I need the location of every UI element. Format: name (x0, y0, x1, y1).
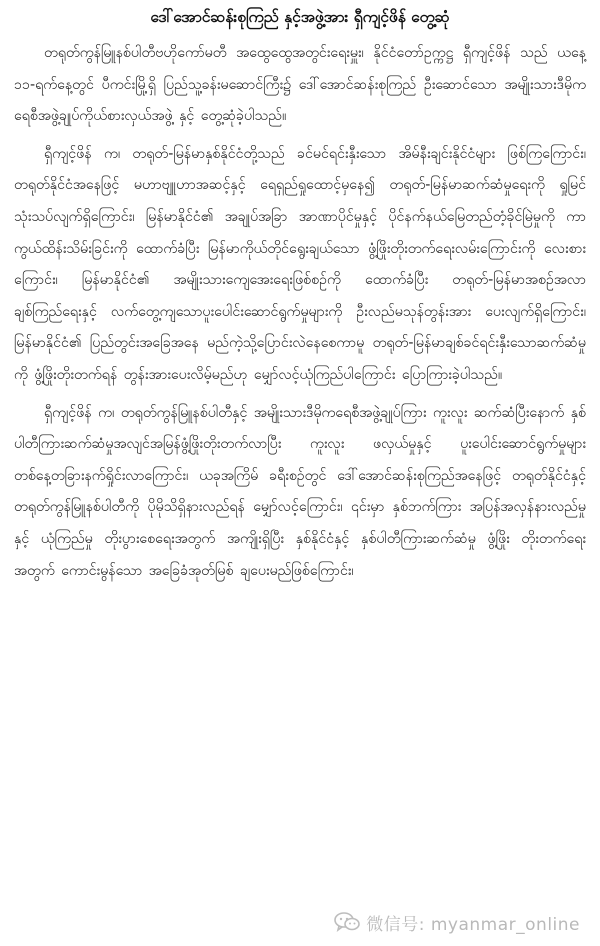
article-paragraph-2: ရှီကျင့်ဖိန် က၊ တရုတ်-မြန်မာနှစ်နိုင်ငံတို့သည် ခင်မင်ရင်းနှီးသော အိမ်နီးချင်းနိုင်ငံများ ဖြစ်ကြကြောင်း၊ တရုတ်နိုင်ငံအနေဖြင့် မဟာဗျူဟာအဆင့်နှင့် ရေရှည်ရှုထောင့်မှနေ၍ တရုတ်-မြန်မာဆက်ဆံမှုရေးကို ရှုမြင်သုံးသပ်လျက်ရှိကြောင်း၊ မြန်မာနိုင်ငံ၏ အချုပ်အခြာ အာဏာပိုင်မှုနှင့် ပိုင်နက်နယ်မြေတည်တံ့ခိုင်မြဲမှုကို ကာကွယ်ထိန်းသိမ်းခြင်းကို ထောက်ခံပြီး မြန်မာကိုယ်တိုင်ရွေးချယ်သော ဖွံ့ဖြိုးတိုးတက်ရေးလမ်းကြောင်းကို လေးစားကြောင်း၊ မြန်မာနိုင်ငံ၏ အမျိုးသားကျေအေးရေးဖြစ်စဉ်ကို ထောက်ခံပြီး တရုတ်-မြန်မာအစဉ်အလာ ချစ်ကြည်ရေးနှင့် လက်တွေ့ကျသောပူးပေါင်းဆောင်ရွက်မှုများကို ဦးလည်မသုန်တွန်းအား ပေးလျက်ရှိကြောင်း၊ မြန်မာနိုင်ငံ၏ ပြည်တွင်းအခြေအနေ မည်ကဲ့သို့ပြောင်းလဲနေစေကာမူ တရုတ်-မြန်မာချစ်ခင်ရင်းနှီးသောဆက်ဆံမှုကို ဖွံ့ဖြိုးတိုးတက်ရန် တွန်းအားပေးလိမ့်မည်ဟု မျှော်လင့်ယုံကြည်ပါကြောင်း ပြောကြားခဲ့ပါသည်။ (14, 145, 586, 383)
wechat-icon (334, 912, 360, 932)
watermark-text: 微信号: myanmar_online (366, 914, 580, 935)
article-paragraph-3: ရှီကျင့်ဖိန် က၊ တရုတ်ကွန်မြူနစ်ပါတီနှင့် အမျိုးသားဒီမိုကရေစီအဖွဲ့ချုပ်ကြား ကူးလူး ဆက်ဆံပြီးနောက် နှစ်ပါတီကြားဆက်ဆံမှုအလျင်အမြန်ဖွံ့ဖြိုးတိုးတက်လာပြီး ကူးလူး ဖလှယ်မှုနှင့် ပူးပေါင်းဆောင်ရွက်မှုများ တစ်နေ့တခြားနက်ရှိုင်းလာကြောင်း၊ ယခုအကြိမ် ခရီးစဉ်တွင် ဒေါ်အောင်ဆန်းစုကြည်အနေဖြင့် တရုတ်နိုင်ငံနှင့် တရုတ်ကွန်မြူနစ်ပါတီကို ပိုမိုသိရှိနားလည်ရန် မျှော်လင့်ကြောင်း၊ ၎င်းမှာ နှစ်ဘက်ကြား အပြန်အလှန်နားလည်မှုနှင့် ယုံကြည်မှု တိုးပွားစေရေးအတွက် အကျိုးရှိပြီး နှစ်နိုင်ငံနှင့် နှစ်ပါတီကြားဆက်ဆံမှု ဖွံ့ဖြိုး တိုးတက်ရေးအတွက် ကောင်းမွန်သော အခြေခံအုတ်မြစ် ချပေးမည်ဖြစ်ကြောင်း၊ (14, 404, 586, 579)
article-paragraph-1: တရုတ်ကွန်မြူနစ်ပါတီဗဟိုကော်မတီ အထွေထွေအတွင်းရေးမှူး၊ နိုင်ငံတော်ဥက္ကဋ္ဌ ရှီကျင့်ဖိန် သည် ယနေ့ ၁၁-ရက်နေ့တွင် ပီကင်းမြို့ရှိ ပြည်သူ့ခန်းမဆောင်ကြီး၌ ဒေါ်အောင်ဆန်းစုကြည် ဦးဆောင်သော အမျိုးသားဒီမိုကရေစီအဖွဲ့ချုပ်ကိုယ်စားလှယ်အဖွဲ့ နှင့် တွေ့ဆုံခဲ့ပါသည်။ (14, 45, 586, 125)
wechat-watermark (330, 910, 584, 934)
article-title: ဒေါ်အောင်ဆန်းစုကြည် နှင့်အဖွဲ့အား ရှီကျင့်ဖိန် တွေ့ဆုံ (150, 8, 450, 26)
